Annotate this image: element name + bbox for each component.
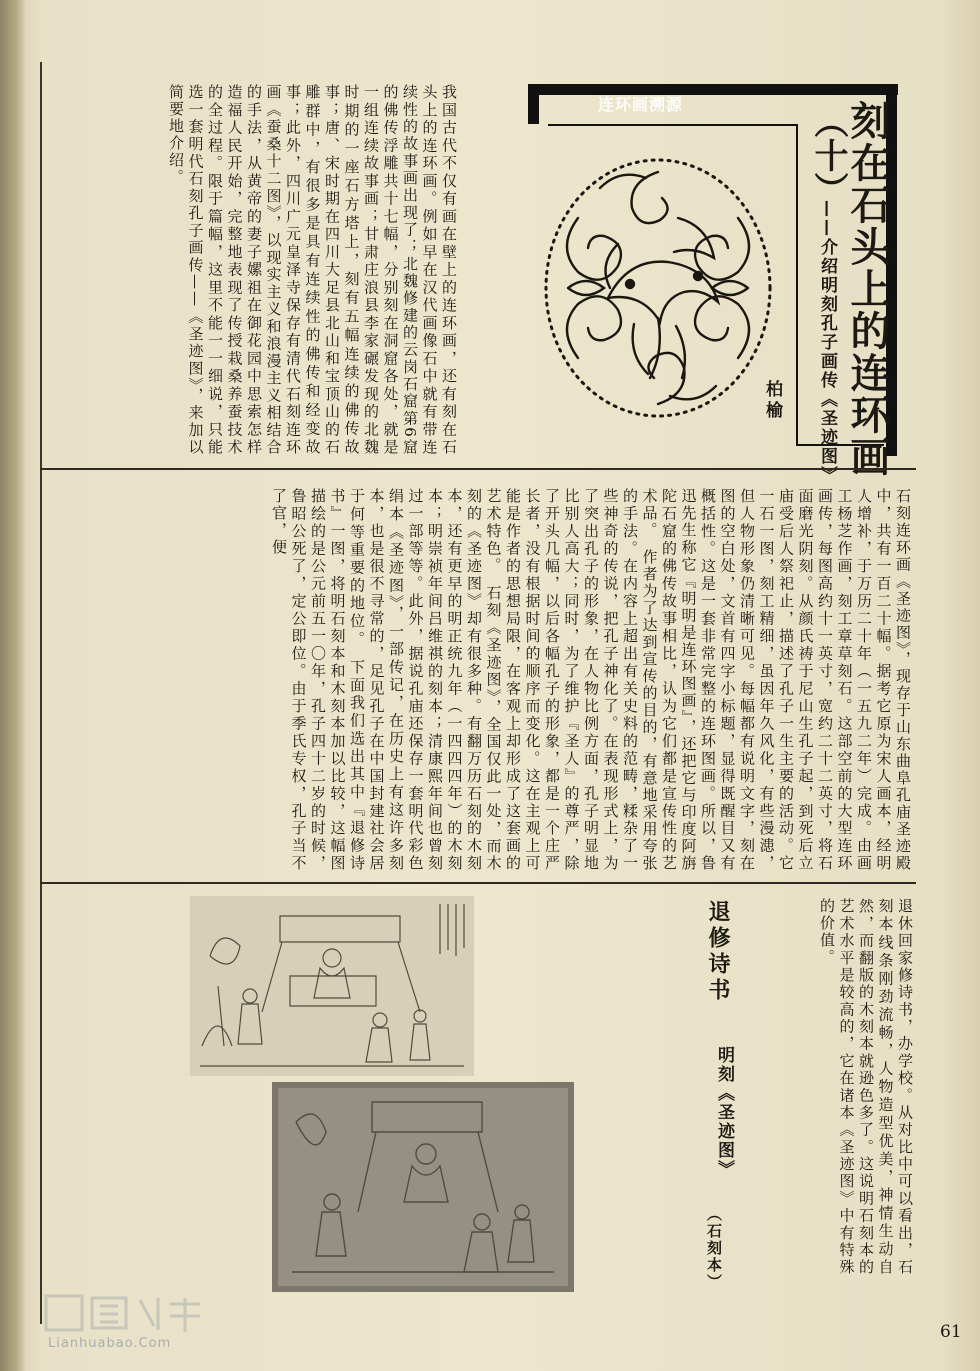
divider-upper	[40, 468, 916, 470]
bottom-text: 退休回家修诗书，办学校。从对比中可以看出，石刻本线条刚劲流畅，人物造型优美，神情生动自然，而翻版的木刻本就逊色多了。这说明石刻本的艺术水平是较高的，它在诸本《圣迹图》中有特殊的价值。	[818, 898, 914, 1276]
chapter-number: （十）	[808, 104, 848, 206]
series-label: 连环画溯源	[598, 95, 684, 114]
middle-text: 石刻连环画《圣迹图》，现存于山东曲阜孔庙圣迹殿中，共有一百二十幅。据考它原为宋人画本，经明人增补，于万历二十年（一五九二年）完成。由画工杨芝作画，刻工章草刻石。这部空前的大型连环画传，每图高约十一英寸，宽约二十二英寸，将石面磨光阴刻。从颜氏祷于尼山生孔子起，到死后立庙受后人祭祀止，描述了孔子一生主要的活动。它一石一图，刻工精细，虽因年久风化，有些漫漶，但人物形象仍清晰可见。每幅都有说明文字，刻在图的空白处，文首有四字小标题，显得既醒目又有概括性。这是一套非常完整的连环图画。所以，鲁迅先生称它『明明是连环图画』，还把它与印度阿旃陀石窟的佛传故事相比，认为它们都是宣传性的艺术品。 作者为了达到宣传的目的，有意地采用夸张的手法。在内容上超出有关史料的范畴，糅杂了一些神奇的传说，把孔子神化了。在表现形式上，为了突出孔子的形象，在人物比例方面，孔子明显地比别人高大；同时，为了维护『圣人』的尊严，除了开头几幅，以后各幅孔子的形象，都是一个庄严长者，没有根据时间的顺序而变化。这在主观上可能是作者的思想局限，在客观上却形成了这套画的艺术特色。 石刻《圣迹图》，全国仅此一处，而木刻的《圣迹图》却有很多种。有翻万历石刻的木刻本，还有更早的明正统九年（一四四四年）的木刻本；明崇祯年间吕维祺的刻本；清康熙年间也曾刻过一部等等。此外，据说孔庙还保存一套明代彩色绢本《圣迹图》，一部传记，在历史上有这许多刻本，也是很不寻常的，足见孔子在中国封建社会居于何等重要的地位。 下面我们选出其中『退修诗书』一图，将明石刻本和木刻本加以比较，这幅图描绘的是公元前五一〇年，孔子四十二岁的时候，鲁昭公死了，定公即位。由于季氏专权，孔子当不了官，便	[270, 488, 912, 872]
watermark-text: Lianhuabao.Com	[48, 1336, 172, 1351]
article-title: 刻在石头上的连环画	[844, 100, 891, 478]
article-subtitle: ——介绍明刻孔子画传《圣迹图》	[817, 200, 837, 485]
illustration-caption-note: （石刻本）	[705, 1206, 723, 1291]
page-binding-shadow	[0, 0, 26, 1371]
woodcut-illustration	[190, 896, 474, 1076]
illustration-caption-title: 退修诗书	[705, 900, 730, 1004]
title-bracket-top	[528, 84, 898, 95]
intro-text: 我国古代不仅有画在壁上的连环画，还有刻在石头上的连环画。例如早在汉代画像石中就有带连续性的故事画出现了；北魏修建的云岗石窟第6窟的佛传浮雕共十七幅，分别刻在洞窟各处，就是一组连续故事画；甘肃庄浪县李家碾发现的北魏时期的一座石方塔上，刻有五幅连续的佛传故事；唐、宋时期在四川大足县北山和宝顶山的石雕群中，有很多是具有连续性的佛传和经变故事；此外，四川广元皇泽寺保存有清代石刻连环画《蚕桑十二图》，以现实主义和浪漫主义相结合的手法，从黄帝的妻子嫘祖在御花园中思索怎样造福人民开始，完整地表现了传授栽桑养蚕技术的全过程。限于篇幅，这里不能一一细说，只能选一套明代石刻孔子画传——《圣迹图》，来加以简要地介绍。	[167, 84, 458, 456]
divider-lower	[40, 882, 916, 884]
phoenix-medallion-icon	[538, 148, 778, 426]
illustration-caption-source: 明刻《圣迹图》	[714, 1046, 734, 1179]
title-inner-line-right	[796, 124, 798, 444]
title-inner-line-top	[548, 124, 798, 126]
author-name: 柏榆	[762, 380, 782, 422]
title-bracket-left	[528, 84, 539, 124]
stone-rubbing-illustration	[272, 1082, 574, 1292]
page-number: 61	[940, 1322, 962, 1342]
